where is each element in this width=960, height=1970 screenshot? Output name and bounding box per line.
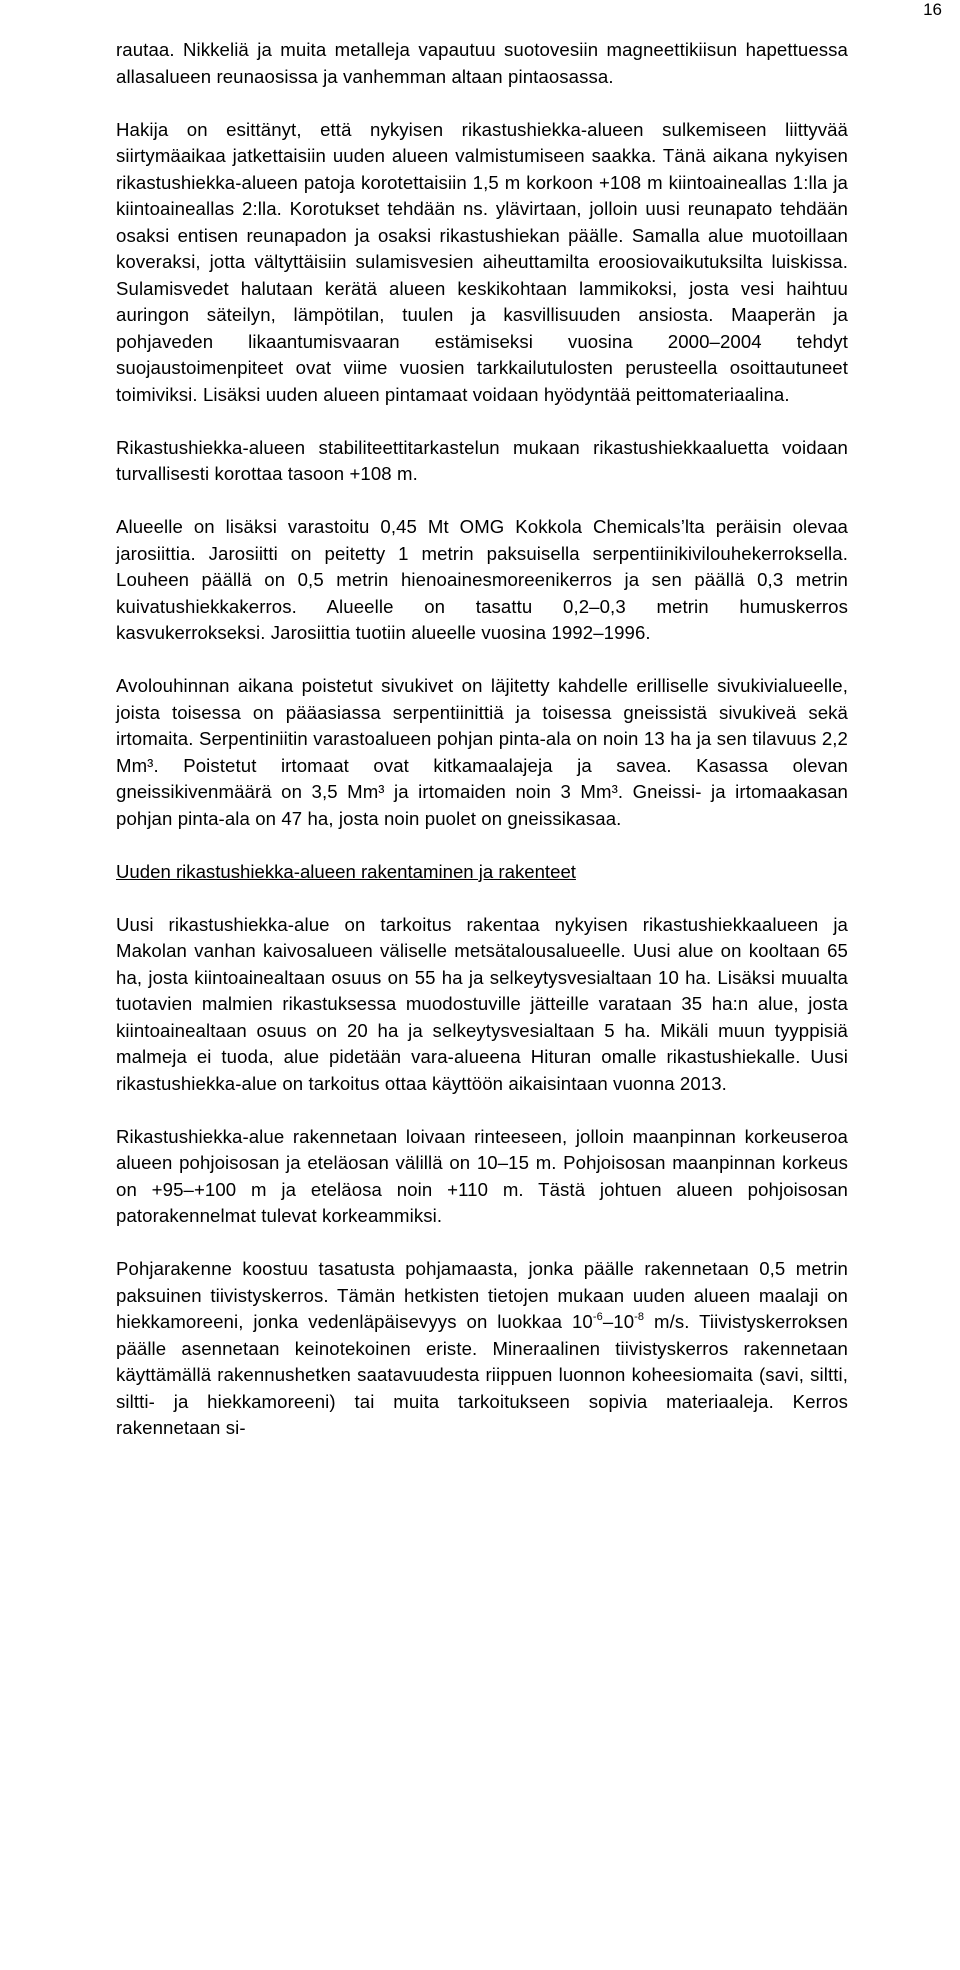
paragraph-2: Hakija on esittänyt, että nykyisen rikastushiekka-alueen sulkemiseen liittyvää siirtymäaikaa jatkettaisiin uuden alueen valmistumiseen saakka. Tänä aikana nykyisen rikastushiekka-alueen patoja korotettaisiin 1,5 m korkoon +108 m kiintoaineallas 1:lla ja kiintoaineallas 2:lla. Korotukset tehdään ns. ylävirtaan, jolloin uusi reunapato tehdään osaksi entisen reunapadon ja osaksi rikastushiekan päälle. Samalla alue muotoillaan koveraksi, jotta vältyttäisiin sulamisvesien aiheuttamilta eroosiovaikutuksilta luiskissa. Sulamisvedet halutaan kerätä alueen keskikohtaan lammikoksi, josta vesi haihtuu auringon säteilyn, lämpötilan, tuulen ja kasvillisuuden ansiosta. Maaperän ja pohjaveden likaantumisvaaran estämiseksi vuosina 2000–2004 tehdyt suojaustoimenpiteet ovat viime vuosien tarkkailutulosten perusteella osoittautuneet toimiviksi. Lisäksi uuden alueen pintamaat voidaan hyödyntää peittomateriaalina. (116, 118, 848, 405)
paragraph-8-text-a: Pohjarakenne koostuu tasatusta pohjamaasta, jonka päälle rakennetaan 0,5 metrin paksuinen tiivistyskerros. Tämän hetkisten tietojen mukaan uuden alueen maalaji on hiekkamoreeni, jonka vedenläpäisevyys on luokkaa 10 (116, 1258, 848, 1332)
document-body (116, 37, 848, 1442)
paragraph-4: Alueelle on lisäksi varastoitu 0,45 Mt OMG Kokkola Chemicals’lta peräisin olevaa jarosiittia. Jarosiitti on peitetty 1 metrin paksuisella serpentiinikivilouhekerroksella. Louheen päällä on 0,5 metrin hienoainesmoreenikerros ja sen päällä 0,3 metrin kuivatushiekkakerros. Alueelle on tasattu 0,2–0,3 metrin humuskerros kasvukerrokseksi. Jarosiittia tuotiin alueelle vuosina 1992–1996. (116, 516, 848, 643)
paragraph-1: rautaa. Nikkeliä ja muita metalleja vapautuu suotovesiin magneettikiisun hapettuessa allasalueen reunaosissa ja vanhemman altaan pintaosassa. (116, 39, 848, 87)
paragraph-7: Rikastushiekka-alue rakennetaan loivaan rinteeseen, jolloin maanpinnan korkeuseroa alueen pohjoisosan ja eteläosan välillä on 10–15 m. Pohjoisosan maanpinnan korkeus on +95–+100 m ja eteläosa noin +110 m. Tästä johtuen alueen pohjoisosan patorakennelmat tulevat korkeammiksi. (116, 1125, 848, 1226)
page-number: 16 (923, 0, 942, 19)
paragraph-5: Avolouhinnan aikana poistetut sivukivet on läjitetty kahdelle erilliselle sivukivialueelle, joista toisessa on pääasiassa serpentiinittiä ja toisessa gneissistä sivukiveä sekä irtomaita. Serpentiniitin varastoalueen pohjan pinta-ala on noin 13 ha ja sen tilavuus 2,2 Mm³. Poistetut irtomaat ovat kitkamaalajeja ja savea. Kasassa olevan gneissikivenmäärä on 3,5 Mm³ ja irtomaiden noin 3 Mm³. Gneissi- ja irtomaakasan pohjan pinta-ala on 47 ha, josta noin puolet on gneissikasaa. (116, 675, 848, 829)
paragraph-8-text-b: m/s. Tiivistyskerroksen päälle asennetaan keinotekoinen eriste. Mineraalinen tiivistyskerros rakennetaan käyttämällä rakennushetken saatavuudesta riippuen luonnon koheesiomaita (savi, siltti, siltti- ja hiekkamoreeni) tai muita tarkoitukseen sopivia materiaaleja. Kerros rakennetaan si- (116, 1311, 848, 1438)
paragraph-8 (116, 1256, 848, 1442)
paragraph-3: Rikastushiekka-alueen stabiliteettitarkastelun mukaan rikastushiekkaaluetta voidaan turvallisesti korottaa tasoon +108 m. (116, 436, 848, 484)
section-heading: Uuden rikastushiekka-alueen rakentaminen ja rakenteet (116, 860, 576, 882)
paragraph-8-text-mid: –10 (602, 1311, 635, 1332)
exponent-1: -6 (592, 1311, 603, 1323)
paragraph-6: Uusi rikastushiekka-alue on tarkoitus rakentaa nykyisen rikastushiekkaalueen ja Makolan vanhan kaivosalueen väliselle metsätalousalueelle. Uusi alue on kooltaan 65 ha, josta kiintoainealtaan osuus on 55 ha ja selkeytysvesialtaan 10 ha. Lisäksi muualta tuotavien malmien rikastuksessa muodostuville jätteille varataan 35 ha:n alue, josta kiintoainealtaan osuus on 20 ha ja selkeytysvesialtaan 5 ha. Mikäli muun tyyppisiä malmeja ei tuoda, alue pidetään vara-alueena Hituran omalle rikastushiekalle. Uusi rikastushiekka-alue on tarkoitus ottaa käyttöön aikaisintaan vuonna 2013. (116, 913, 848, 1094)
exponent-2: -8 (634, 1311, 645, 1323)
